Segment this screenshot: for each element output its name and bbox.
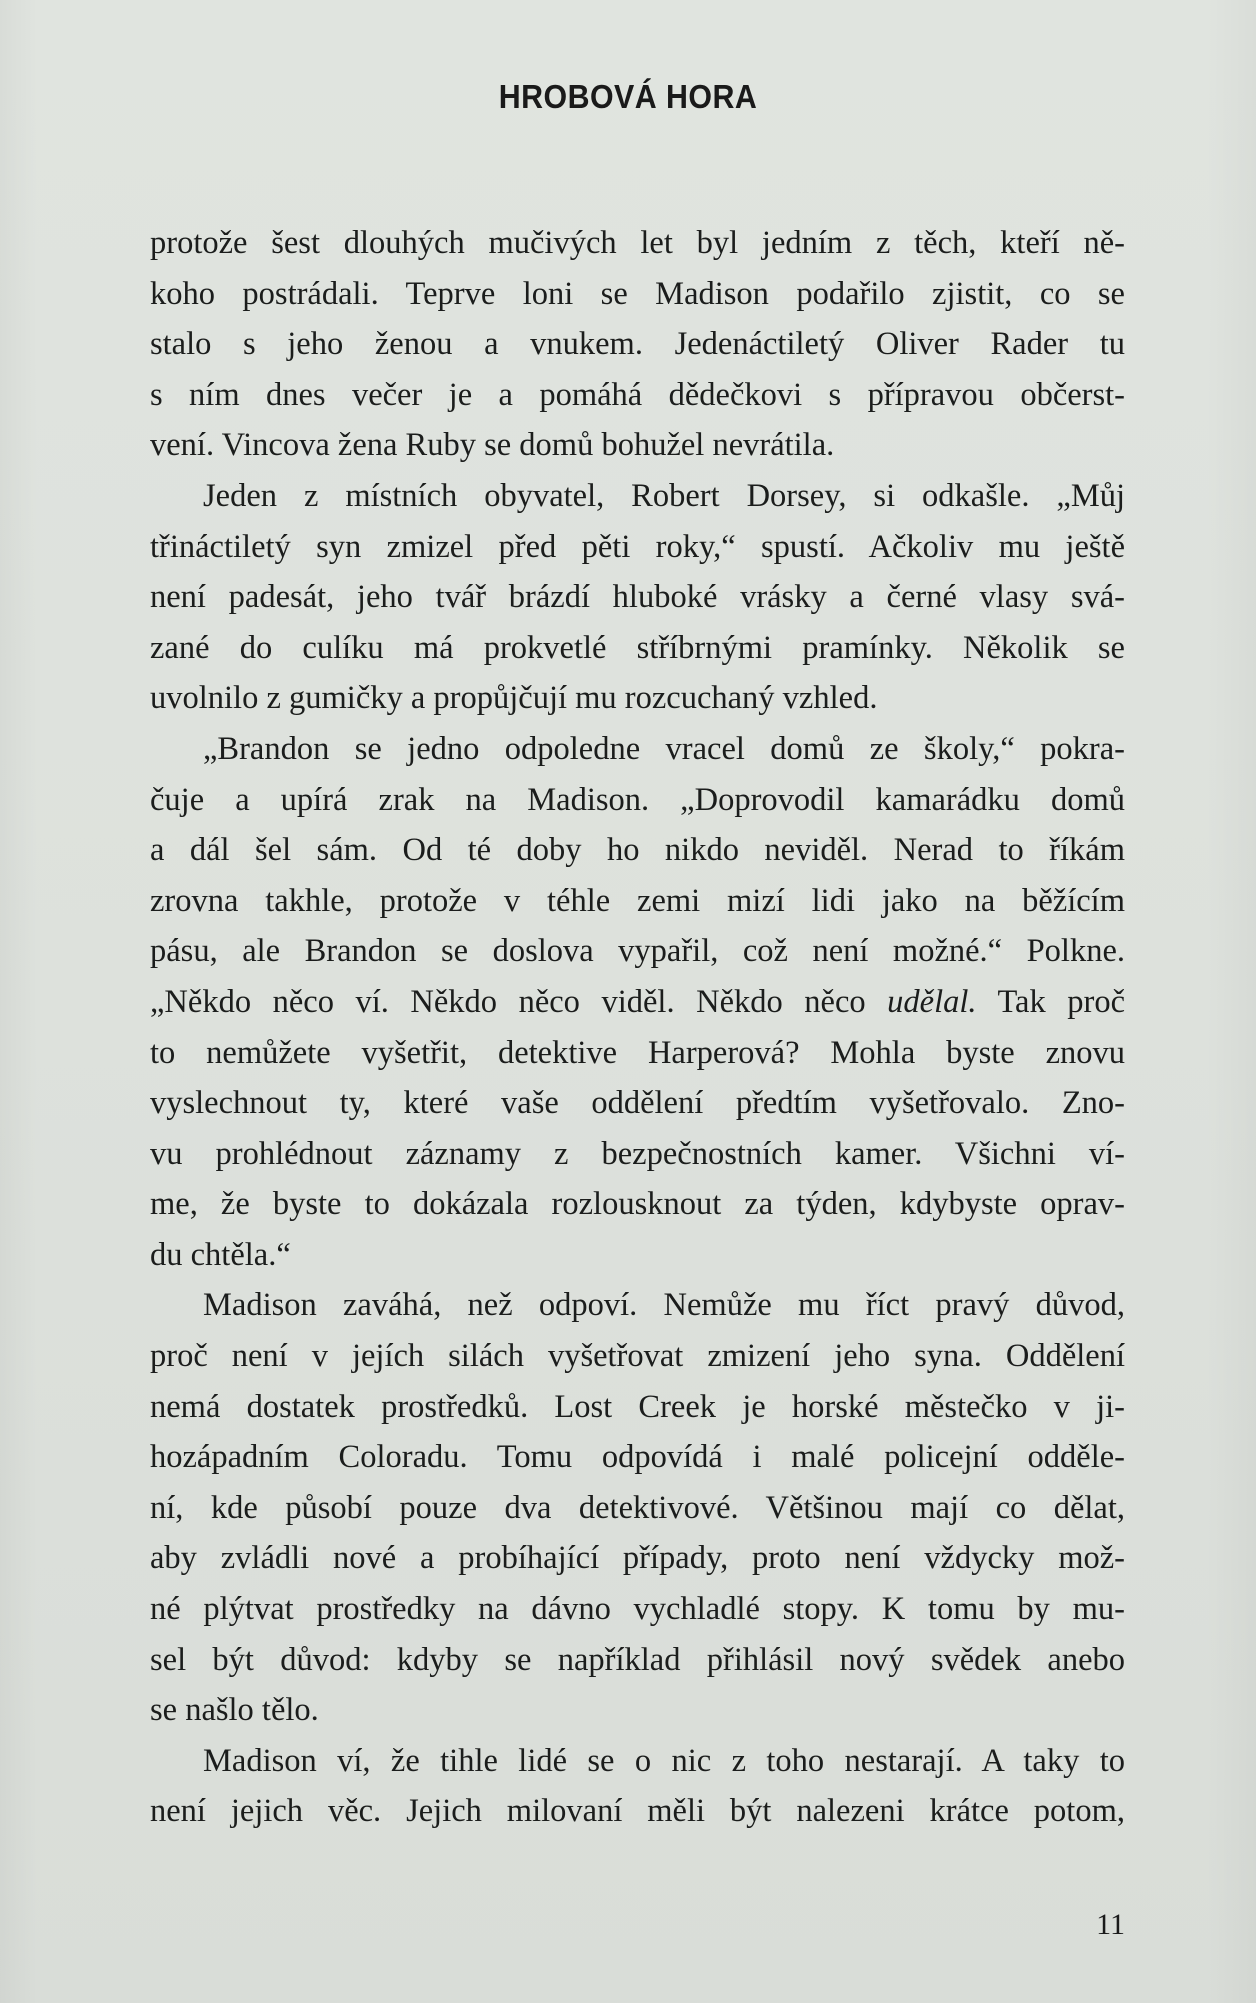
text-line: né plýtvat prostředky na dávno vychladlé stopy. K tomu by mu- <box>150 1591 1125 1628</box>
running-head: HROBOVÁ HORA <box>498 78 758 115</box>
text-line: hozápadním Coloradu. Tomu odpovídá i malé policejní odděle- <box>150 1439 1125 1476</box>
text-line: třináctiletý syn zmizel před pěti roky,“ spustí. Ačkoliv mu ještě <box>150 528 1125 565</box>
text-line: není padesát, jeho tvář brázdí hluboké vrásky a černé vlasy svá- <box>150 579 1125 616</box>
text-line: není jejich věc. Jejich milovaní měli být nalezeni krátce potom, <box>150 1793 1125 1830</box>
text-line: ní, kde působí pouze dva detektivové. Většinou mají co dělat, <box>150 1489 1125 1526</box>
text-line: a dál šel sám. Od té doby ho nikdo neviděl. Nerad to říkám <box>150 832 1125 869</box>
text-line: s ním dnes večer je a pomáhá dědečkovi s přípravou občerst- <box>150 376 1125 413</box>
text-line: uvolnilo z gumičky a propůjčují mu rozcuchaný vzhled. <box>150 680 878 717</box>
text-line: koho postrádali. Teprve loni se Madison podařilo zjistit, co se <box>150 275 1125 312</box>
text-line: nemá dostatek prostředků. Lost Creek je horské městečko v ji- <box>150 1388 1125 1425</box>
emphasis-word: udělal. <box>887 983 977 1020</box>
text-line: du chtěla.“ <box>150 1236 291 1273</box>
text-line: vení. Vincova žena Ruby se domů bohužel nevrátila. <box>150 427 835 464</box>
paragraph-first-line: Jeden z místních obyvatel, Robert Dorsey, si odkašle. „Můj <box>203 477 1125 514</box>
paragraph-first-line: Madison zaváhá, než odpoví. Nemůže mu říct pravý důvod, <box>203 1287 1125 1324</box>
page-number: 11 <box>1096 1908 1125 1941</box>
text-line: protože šest dlouhých mučivých let byl jedním z těch, kteří ně- <box>150 225 1125 261</box>
text-line: stalo s jeho ženou a vnukem. Jedenáctiletý Oliver Rader tu <box>150 326 1125 363</box>
text-line: proč není v jejích silách vyšetřovat zmizení jeho syna. Oddělení <box>150 1338 1125 1375</box>
body-text <box>150 218 1125 1837</box>
text-line: me, že byste to dokázala rozlousknout za týden, kdybyste oprav- <box>150 1186 1125 1223</box>
text-line: sel být důvod: kdyby se například přihlásil nový svědek anebo <box>150 1641 1125 1678</box>
text-segment: „Někdo něco ví. Někdo něco viděl. Někdo něco <box>150 983 888 1020</box>
paragraph-first-line: Madison ví, že tihle lidé se o nic z toho nestarají. A taky to <box>203 1742 1125 1779</box>
text-line: aby zvládli nové a probíhající případy, proto není vždycky mož- <box>150 1540 1125 1577</box>
text-line: vyslechnout ty, které vaše oddělení předtím vyšetřovalo. Zno- <box>150 1085 1125 1122</box>
text-line: čuje a upírá zrak na Madison. „Doprovodil kamarádku domů <box>150 781 1125 818</box>
text-segment: Tak proč <box>976 983 1125 1020</box>
text-line-with-emphasis <box>150 977 1125 1028</box>
text-line: zané do culíku má prokvetlé stříbrnými pramínky. Několik se <box>150 629 1125 666</box>
text-line: vu prohlédnout záznamy z bezpečnostních kamer. Všichni ví- <box>150 1135 1125 1172</box>
text-line: zrovna takhle, protože v téhle zemi mizí lidi jako na běžícím <box>150 882 1125 919</box>
paragraph-first-line: „Brandon se jedno odpoledne vracel domů ze školy,“ pokra- <box>203 730 1125 767</box>
text-line: pásu, ale Brandon se doslova vypařil, což není možné.“ Polkne. <box>150 933 1125 970</box>
text-line: to nemůžete vyšetřit, detektive Harperová? Mohla byste znovu <box>150 1034 1125 1071</box>
text-line: se našlo tělo. <box>150 1692 319 1729</box>
